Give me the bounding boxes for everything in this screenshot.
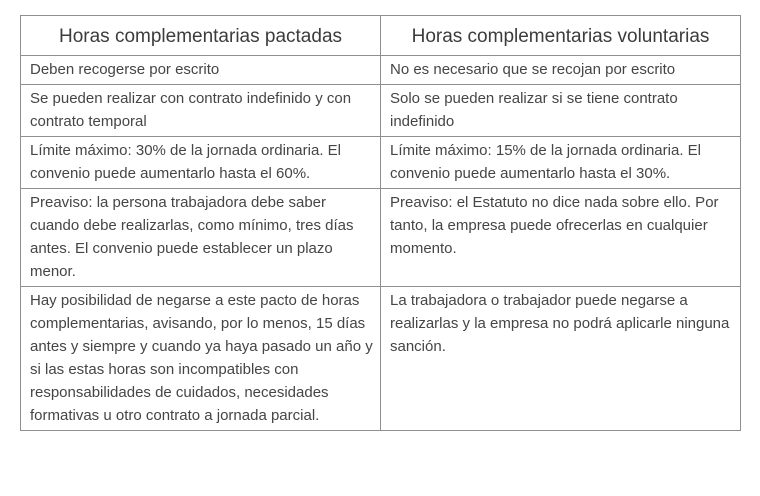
column-header-pactadas: Horas complementarias pactadas <box>21 16 381 56</box>
comparison-table <box>20 15 741 431</box>
table-cell: Límite máximo: 15% de la jornada ordinaria. El convenio puede aumentarlo hasta el 30%. <box>381 137 741 189</box>
table-row <box>21 189 741 287</box>
table-header-row <box>21 16 741 56</box>
table-cell: Solo se pueden realizar si se tiene contrato indefinido <box>381 85 741 137</box>
table-row <box>21 56 741 85</box>
table-cell: La trabajadora o trabajador puede negarse a realizarlas y la empresa no podrá aplicarle ninguna sanción. <box>381 287 741 431</box>
table-cell: Se pueden realizar con contrato indefinido y con contrato temporal <box>21 85 381 137</box>
table-cell: No es necesario que se recojan por escrito <box>381 56 741 85</box>
table-cell: Límite máximo: 30% de la jornada ordinaria. El convenio puede aumentarlo hasta el 60%. <box>21 137 381 189</box>
table-cell: Preaviso: el Estatuto no dice nada sobre ello. Por tanto, la empresa puede ofrecerlas en cualquier momento. <box>381 189 741 287</box>
column-header-voluntarias: Horas complementarias voluntarias <box>381 16 741 56</box>
table-cell: Hay posibilidad de negarse a este pacto de horas complementarias, avisando, por lo menos, 15 días antes y siempre y cuando ya haya pasado un año y si las estas horas son incompatibles con responsabilidades de cuidados, necesidades formativas u otro contrato a jornada parcial. <box>21 287 381 431</box>
table-cell: Preaviso: la persona trabajadora debe saber cuando debe realizarlas, como mínimo, tres días antes. El convenio puede establecer un plazo menor. <box>21 189 381 287</box>
table-cell: Deben recogerse por escrito <box>21 56 381 85</box>
table-row <box>21 137 741 189</box>
table-row <box>21 85 741 137</box>
table-row <box>21 287 741 431</box>
